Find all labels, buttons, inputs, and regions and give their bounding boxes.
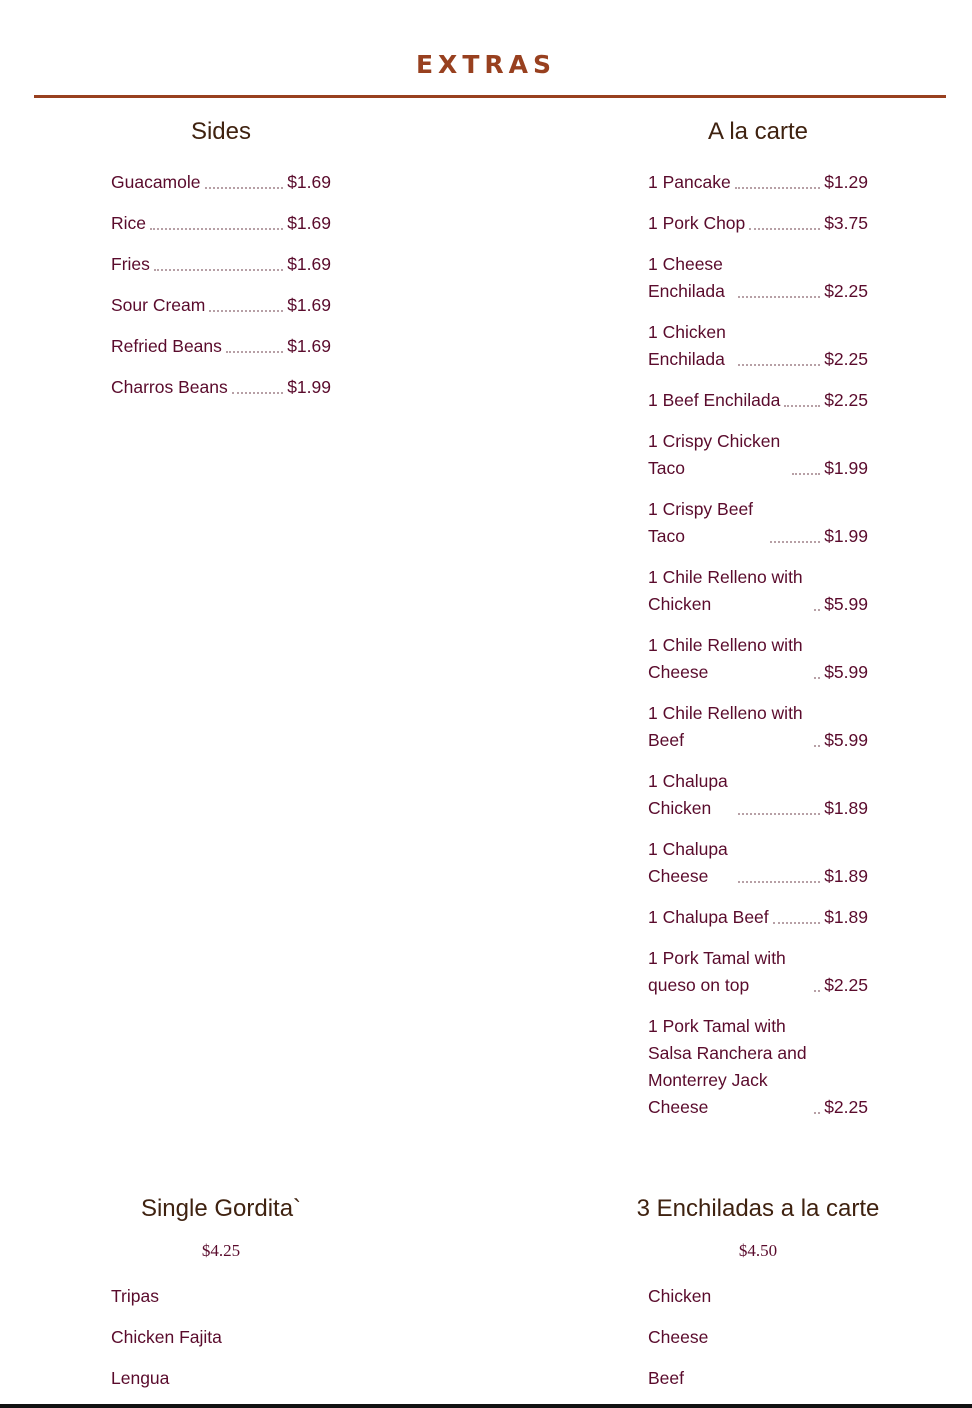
- list-item: Lengua: [111, 1368, 170, 1388]
- dot-leader: [209, 310, 283, 312]
- menu-item: [648, 768, 868, 822]
- item-name: 1 Chalupa Cheese: [648, 839, 728, 886]
- item-price: $1.89: [824, 866, 868, 886]
- menu-item: [111, 251, 331, 278]
- list-item: Chicken: [648, 1286, 712, 1306]
- item-name: 1 Chile Relleno with Cheese: [648, 635, 803, 682]
- item-name: 1 Crispy Beef Taco: [648, 499, 754, 546]
- dot-leader: [232, 392, 283, 394]
- item-name: 1 Chicken Enchilada: [648, 322, 726, 369]
- sides-title: Sides: [190, 118, 252, 145]
- dot-leader: [205, 187, 284, 189]
- dot-leader: [154, 269, 283, 271]
- enchiladas-title: 3 Enchiladas a la carte: [636, 1195, 880, 1222]
- dot-leader: [792, 473, 820, 475]
- title-divider: [34, 95, 946, 98]
- item-name: 1 Pork Chop: [648, 213, 746, 233]
- dot-leader: [738, 813, 820, 815]
- item-price: $1.69: [287, 254, 331, 274]
- item-name: 1 Chalupa Beef: [648, 907, 769, 927]
- menu-item: [648, 904, 868, 931]
- item-name: 1 Pork Tamal with queso on top: [648, 948, 786, 995]
- list-item: Beef: [648, 1368, 684, 1388]
- item-price: $5.99: [824, 730, 868, 750]
- menu-item: [648, 1013, 868, 1121]
- bottom-border: [0, 1404, 972, 1408]
- dot-leader: [150, 228, 283, 230]
- menu-item: [648, 210, 868, 237]
- list-item: Cheese: [648, 1327, 709, 1347]
- dot-leader: [738, 881, 820, 883]
- item-price: $1.89: [824, 798, 868, 818]
- menu-item: [648, 251, 868, 305]
- item-price: $1.99: [287, 377, 331, 397]
- item-price: $2.25: [824, 975, 868, 995]
- dot-leader: [814, 745, 820, 747]
- gordita-title: Single Gordita`: [140, 1195, 302, 1222]
- item-name: 1 Chile Relleno with Beef: [648, 703, 803, 750]
- item-name: 1 Cheese Enchilada: [648, 254, 725, 301]
- item-name: 1 Pancake: [648, 172, 731, 192]
- item-name: 1 Beef Enchilada: [648, 390, 781, 410]
- item-price: $2.25: [824, 349, 868, 369]
- menu-item: [648, 319, 868, 373]
- dot-leader: [738, 364, 820, 366]
- item-price: $1.29: [824, 172, 868, 192]
- item-price: $1.69: [287, 295, 331, 315]
- item-price: $2.25: [824, 390, 868, 410]
- dot-leader: [814, 990, 820, 992]
- item-name: Rice: [111, 213, 147, 233]
- menu-item: [648, 700, 868, 754]
- page-title: EXTRAS: [415, 50, 556, 79]
- item-price: $1.69: [287, 336, 331, 356]
- menu-item: [111, 210, 331, 237]
- item-name: Guacamole: [111, 172, 201, 192]
- item-price: $1.69: [287, 213, 331, 233]
- item-name: 1 Pork Tamal with Salsa Ranchera and Monterrey Jack Cheese: [648, 1016, 807, 1117]
- dot-leader: [773, 922, 821, 924]
- item-price: $5.99: [824, 594, 868, 614]
- dot-leader: [784, 405, 820, 407]
- item-price: $1.89: [824, 907, 868, 927]
- item-name: Refried Beans: [111, 336, 222, 356]
- dot-leader: [226, 351, 283, 353]
- item-price: $1.99: [824, 458, 868, 478]
- dot-leader: [770, 541, 820, 543]
- menu-item: [648, 632, 868, 686]
- menu-item: [648, 564, 868, 618]
- menu-item: [648, 387, 868, 414]
- dot-leader: [749, 228, 820, 230]
- item-price: $3.75: [824, 213, 868, 233]
- menu-item: [648, 428, 868, 482]
- item-name: 1 Chile Relleno with Chicken: [648, 567, 803, 614]
- item-name: Sour Cream: [111, 295, 206, 315]
- list-item: Tripas: [111, 1286, 159, 1306]
- item-name: Charros Beans: [111, 377, 228, 397]
- dot-leader: [814, 677, 820, 679]
- gordita-price: $4.25: [201, 1241, 241, 1260]
- item-price: $5.99: [824, 662, 868, 682]
- item-price: $1.69: [287, 172, 331, 192]
- menu-item: [111, 333, 331, 360]
- item-price: $2.25: [824, 1097, 868, 1117]
- menu-item: [111, 169, 331, 196]
- dot-leader: [735, 187, 821, 189]
- dot-leader: [814, 609, 820, 611]
- menu-item: [648, 836, 868, 890]
- menu-item: [111, 374, 331, 401]
- menu-item: [648, 496, 868, 550]
- enchiladas-price: $4.50: [738, 1241, 778, 1260]
- item-name: Fries: [111, 254, 150, 274]
- alacarte-title: A la carte: [707, 118, 809, 145]
- menu-item: [648, 945, 868, 999]
- dot-leader: [738, 296, 820, 298]
- item-price: $2.25: [824, 281, 868, 301]
- item-price: $1.99: [824, 526, 868, 546]
- menu-item: [111, 292, 331, 319]
- item-name: 1 Chalupa Chicken: [648, 771, 728, 818]
- list-item: Chicken Fajita: [111, 1327, 222, 1347]
- item-name: 1 Crispy Chicken Taco: [648, 431, 781, 478]
- dot-leader: [814, 1112, 820, 1114]
- menu-item: [648, 169, 868, 196]
